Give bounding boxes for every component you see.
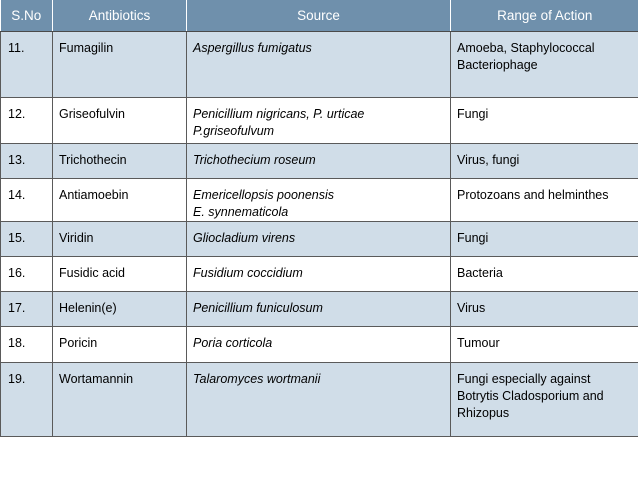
cell-source [187, 32, 451, 98]
cell-range-of-action [451, 144, 638, 179]
cell-sno: 16. [1, 257, 53, 292]
source-line: Talaromyces wortmanii [193, 372, 321, 386]
cell-range-of-action [451, 179, 638, 222]
table-row [1, 363, 638, 437]
table-row [1, 144, 638, 179]
table-row [1, 257, 638, 292]
range-line: Fungi [457, 107, 489, 121]
range-line: Rhizopus [457, 406, 510, 420]
range-line: Amoeba, Staphylococcal [457, 41, 595, 55]
range-line: Botrytis Cladosporium and [457, 389, 604, 403]
cell-antibiotic: Poricin [53, 327, 187, 363]
table-row [1, 179, 638, 222]
source-line: Aspergillus fumigatus [193, 41, 312, 55]
header-sno: S.No [1, 0, 53, 32]
cell-antibiotic: Fusidic acid [53, 257, 187, 292]
source-line: P.griseofulvum [193, 124, 275, 138]
cell-sno: 18. [1, 327, 53, 363]
header-source: Source [187, 0, 451, 32]
cell-sno: 13. [1, 144, 53, 179]
source-line: Penicillium funiculosum [193, 301, 323, 315]
cell-sno: 19. [1, 363, 53, 437]
source-line: Poria corticola [193, 336, 273, 350]
range-line: Fungi [457, 231, 489, 245]
range-line: Bacteria [457, 266, 503, 280]
source-line: Penicillium nigricans, P. urticae [193, 107, 365, 121]
cell-source [187, 179, 451, 222]
cell-source [187, 98, 451, 144]
header-range-of-action: Range of Action [451, 0, 638, 32]
cell-source [187, 292, 451, 327]
cell-antibiotic: Viridin [53, 222, 187, 257]
source-line: Trichothecium roseum [193, 153, 316, 167]
cell-sno: 14. [1, 179, 53, 222]
cell-sno: 17. [1, 292, 53, 327]
table-row [1, 222, 638, 257]
cell-sno: 12. [1, 98, 53, 144]
cell-source [187, 327, 451, 363]
cell-sno: 11. [1, 32, 53, 98]
range-line: Tumour [457, 336, 500, 350]
cell-range-of-action [451, 292, 638, 327]
source-line: Emericellopsis poonensis [193, 188, 335, 202]
source-line: Fusidium coccidium [193, 266, 303, 280]
cell-range-of-action [451, 98, 638, 144]
table-row [1, 327, 638, 363]
header-antibiotics: Antibiotics [53, 0, 187, 32]
cell-source [187, 144, 451, 179]
cell-sno: 15. [1, 222, 53, 257]
table-body [1, 32, 638, 437]
cell-antibiotic: Fumagilin [53, 32, 187, 98]
range-line: Virus, fungi [457, 153, 520, 167]
cell-antibiotic: Griseofulvin [53, 98, 187, 144]
cell-antibiotic: Trichothecin [53, 144, 187, 179]
cell-source [187, 257, 451, 292]
source-line: Gliocladium virens [193, 231, 296, 245]
cell-source [187, 363, 451, 437]
cell-antibiotic: Wortamannin [53, 363, 187, 437]
table-row [1, 292, 638, 327]
cell-range-of-action [451, 32, 638, 98]
cell-antibiotic: Helenin(e) [53, 292, 187, 327]
table-row [1, 98, 638, 144]
range-line: Protozoans and helminthes [457, 188, 609, 202]
range-line: Virus [457, 301, 486, 315]
cell-range-of-action [451, 257, 638, 292]
table-row [1, 32, 638, 98]
cell-source [187, 222, 451, 257]
cell-antibiotic: Antiamoebin [53, 179, 187, 222]
source-line: E. synnematicola [193, 205, 289, 219]
cell-range-of-action [451, 222, 638, 257]
range-line: Bacteriophage [457, 58, 538, 72]
cell-range-of-action [451, 363, 638, 437]
range-line: Fungi especially against [457, 372, 591, 386]
header-row [1, 0, 638, 32]
table-header [1, 0, 638, 32]
cell-range-of-action [451, 327, 638, 363]
